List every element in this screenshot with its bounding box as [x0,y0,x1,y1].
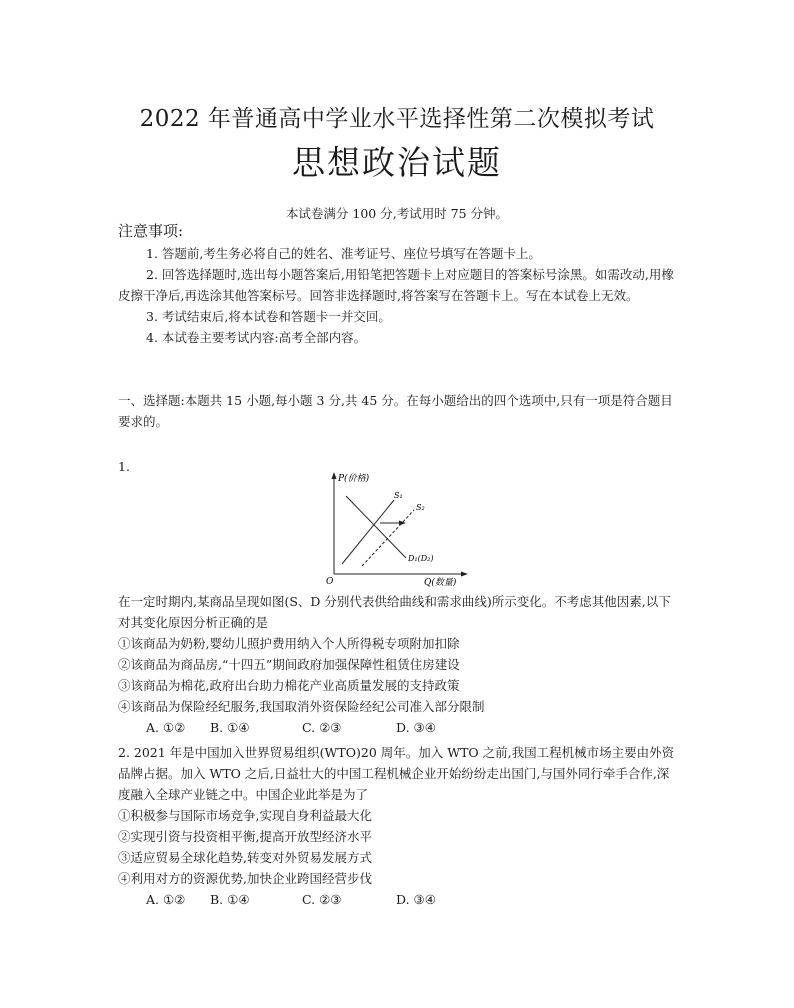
q1-choice-d[interactable]: D. ③④ [396,720,436,735]
notice-item-1: 1. 答题前,考生务必将自己的姓名、准考证号、座位号填写在答题卡上。 [146,246,541,261]
y-axis-label: P(价格) [338,474,370,484]
s2-label: S₂ [416,503,425,512]
q2-choice-b[interactable]: B. ①④ [210,892,250,907]
title-line-2: 思想政治试题 [292,143,502,182]
q1-choices [118,717,678,738]
q2-option-4: ④利用对方的资源优势,加快企业跨国经营步伐 [118,871,372,886]
demand-label: D₁(D₂) [408,554,434,563]
q2-choice-a[interactable]: A. ①② [146,892,186,907]
q1-number: 1. [118,459,130,474]
title-line-1: 2022 年普通高中学业水平选择性第二次模拟考试 [139,106,655,132]
supply-demand-chart [322,470,472,588]
origin-label: O [326,577,334,587]
s1-label: S₁ [394,491,403,500]
q1-choice-c[interactable]: C. ②③ [302,720,342,735]
x-axis-label: Q(数量) [424,578,457,588]
q2-option-1: ①积极参与国际市场竞争,实现自身利益最大化 [118,808,372,823]
y-axis-arrow [332,472,337,479]
q2-choice-d[interactable]: D. ③④ [396,892,436,907]
notice-item-2: 2. 回答选择题时,选出每小题答案后,用铅笔把答题卡上对应题目的答案标号涂黑。如需改动,用橡皮擦干净后,再选涂其他答案标号。回答非选择题时,将答案写在答题卡上。写在本试卷上无效。 [118,267,674,303]
notice-item-4: 4. 本试卷主要考试内容:高考全部内容。 [146,330,367,345]
q2-choices [118,889,678,910]
section1-heading: 一、选择题:本题共 15 小题,每小题 3 分,共 45 分。在每小题给出的四个选项中,只有一项是符合题目要求的。 [118,393,673,429]
q1-option-4: ④该商品为保险经纪服务,我国取消外资保险经纪公司准入部分限制 [118,699,485,714]
q2-option-2: ②实现引资与投资相平衡,提高开放型经济水平 [118,829,372,844]
supply-curve-s1 [342,500,394,564]
q2-option-3: ③适应贸易全球化趋势,转变对外贸易发展方式 [118,850,372,865]
notice-list [118,243,678,348]
q1-option-2: ②该商品为商品房,“十四五”期间政府加强保障性租赁住房建设 [118,657,460,672]
x-axis-arrow [461,572,468,577]
q1-body [118,591,678,738]
q1-option-1: ①该商品为奶粉,婴幼儿照护费用纳入个人所得税专项附加扣除 [118,636,460,651]
q1-choice-a[interactable]: A. ①② [146,720,186,735]
q1-choice-b[interactable]: B. ①④ [210,720,250,735]
notice-item-3: 3. 考试结束后,将本试卷和答题卡一并交回。 [146,309,391,324]
q2-stem: 2. 2021 年是中国加入世界贸易组织(WTO)20 周年。加入 WTO 之前,我国工程机械市场主要由外资品牌占据。加入 WTO 之后,日益壮大的中国工程机械企业开始纷纷走出国门,与国外同行牵手合作,深度融入全球产业链之中。中国企业此举是为了 [118,745,675,802]
q1-option-3: ③该商品为棉花,政府出台助力棉花产业高质量发展的支持政策 [118,678,460,693]
shift-arrow-head [399,521,406,526]
notice-heading: 注意事项: [118,222,184,240]
q1-stem: 在一定时期内,某商品呈现如图(S、D 分别代表供给曲线和需求曲线)所示变化。不考虑其他因素,以下对其变化原因分析正确的是 [118,594,671,630]
q2-choice-c[interactable]: C. ②③ [302,892,342,907]
q2-body [118,742,678,910]
exam-info: 本试卷满分 100 分,考试用时 75 分钟。 [285,206,509,221]
